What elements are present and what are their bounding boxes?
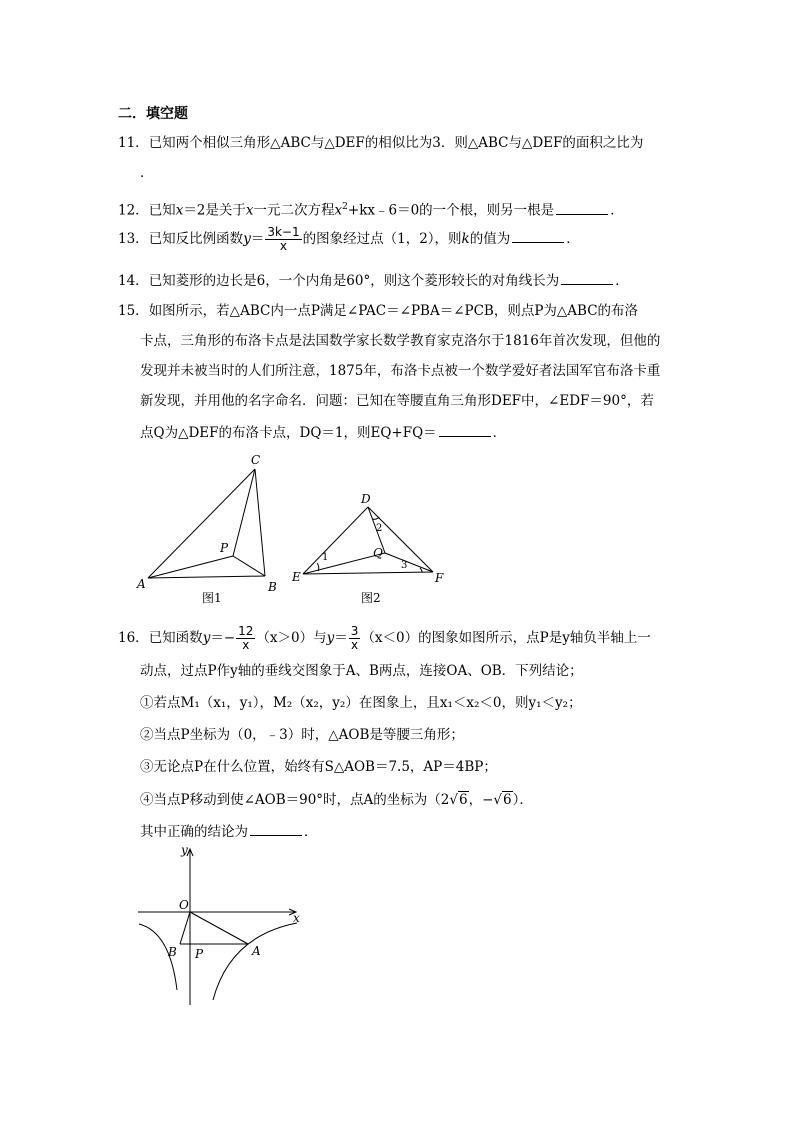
- label-o: O: [179, 898, 189, 912]
- question-12: 12．已知x＝2是关于x一元二次方程$x^2+kx﹣6=0$的一个根，则另一根是 ．: [118, 202, 624, 219]
- axis-label-x: x: [293, 911, 300, 925]
- question-13: 13．已知反比例函数y＝ $\frac{3k-1}{x}$ 的图象经过点（1，2），则k的值为 ．: [118, 225, 580, 253]
- label-d: D: [361, 492, 371, 506]
- figure-2-triangle-def: [303, 507, 433, 574]
- answer-blank-12[interactable]: [556, 201, 608, 215]
- label-f: F: [435, 571, 444, 585]
- question-15-line-4: 新发现，并用他的名字命名．问题：已知在等腰直角三角形DEF中，∠EDF＝90°，若: [140, 393, 654, 409]
- label-e: E: [292, 570, 301, 584]
- angle-label-1: 1: [322, 552, 329, 563]
- fraction-3-over-x: $\frac{3}{x}$: [350, 624, 359, 652]
- label-p: P: [220, 541, 229, 555]
- fraction-12-over-x: $\frac{12}{x}$: [238, 624, 254, 652]
- answer-blank-13[interactable]: [512, 229, 564, 243]
- fraction-3k-1-over-x: $\frac{3k-1}{x}$: [267, 225, 300, 253]
- label-q: Q: [373, 546, 383, 560]
- label-c: C: [251, 453, 261, 467]
- label-p-graph: P: [195, 947, 204, 961]
- section-title: 二．填空题: [118, 106, 188, 122]
- question-11: 11．已知两个相似三角形△ABC与△DEF的相似比为3．则△ABC与△DEF的面积之比为: [118, 135, 644, 151]
- question-16-line-2: 动点，过点P作y轴的垂线交图象于A、B两点，连接OA、OB．下列结论；: [140, 663, 583, 679]
- axis-label-y: y: [181, 843, 188, 857]
- conclusion-2: ②当点P坐标为（0，﹣3）时，△AOB是等腰三角形；: [140, 727, 464, 743]
- angle-label-2: 2: [376, 523, 383, 534]
- question-16-final: 其中正确的结论为 ．: [140, 824, 318, 840]
- question-15-line-1: 15．如图所示，若△ABC内一点P满足∠PAC＝∠PBA＝∠PCB，则点P为△ABC的布洛: [118, 303, 639, 319]
- answer-blank-16[interactable]: [250, 822, 302, 836]
- angle-label-3: 3: [401, 560, 408, 571]
- figure-1-caption: 图1: [202, 591, 222, 605]
- figure-1-triangle-abc: [148, 469, 265, 578]
- question-11-continuation: ．: [140, 165, 154, 181]
- question-15-line-5: 点Q为△DEF的布洛卡点，DQ＝1，则EQ+FQ＝ ．: [140, 425, 507, 441]
- conclusion-4: ④当点P移动到使∠AOB＝90°时，点A的坐标为（2√6，−√6）．: [140, 792, 533, 808]
- figure-2-caption: 图2: [361, 591, 381, 605]
- question-14: 14．已知菱形的边长是6，一个内角是60°，则这个菱形较长的对角线长为 ．: [118, 273, 629, 289]
- figures-15: [130, 450, 460, 610]
- label-b-graph: B: [168, 945, 177, 959]
- conclusion-3: ③无论点P在什么位置，始终有S△AOB＝7.5，AP＝4BP；: [140, 759, 497, 775]
- answer-blank-15[interactable]: [439, 423, 491, 437]
- label-b: B: [268, 580, 277, 594]
- conclusion-1: ①若点M₁（x₁，y₁），M₂（x₂，y₂）在图象上，且x₁＜x₂＜0，则y₁＜y₂；: [140, 695, 582, 711]
- figure-16-graph: [135, 840, 310, 1010]
- answer-blank-14[interactable]: [561, 271, 613, 285]
- question-15-line-3: 发现并未被当时的人们所注意，1875年，布洛卡点被一个数学爱好者法国军官布洛卡重: [140, 363, 661, 379]
- label-a-graph: A: [252, 944, 261, 958]
- curve-right-branch: [213, 923, 297, 1000]
- label-a: A: [137, 577, 146, 591]
- question-15-line-2: 卡点，三角形的布洛卡点是法国数学家长数学教育家克洛尔于1816年首次发现，但他的: [140, 333, 661, 349]
- question-16-line-1: 16．已知函数y＝− $\frac{12}{x}$ （x＞0）与y＝ $\frac{3}{x}$ （x＜0）的图象如图所示，点P是y轴负半轴上一: [118, 624, 651, 652]
